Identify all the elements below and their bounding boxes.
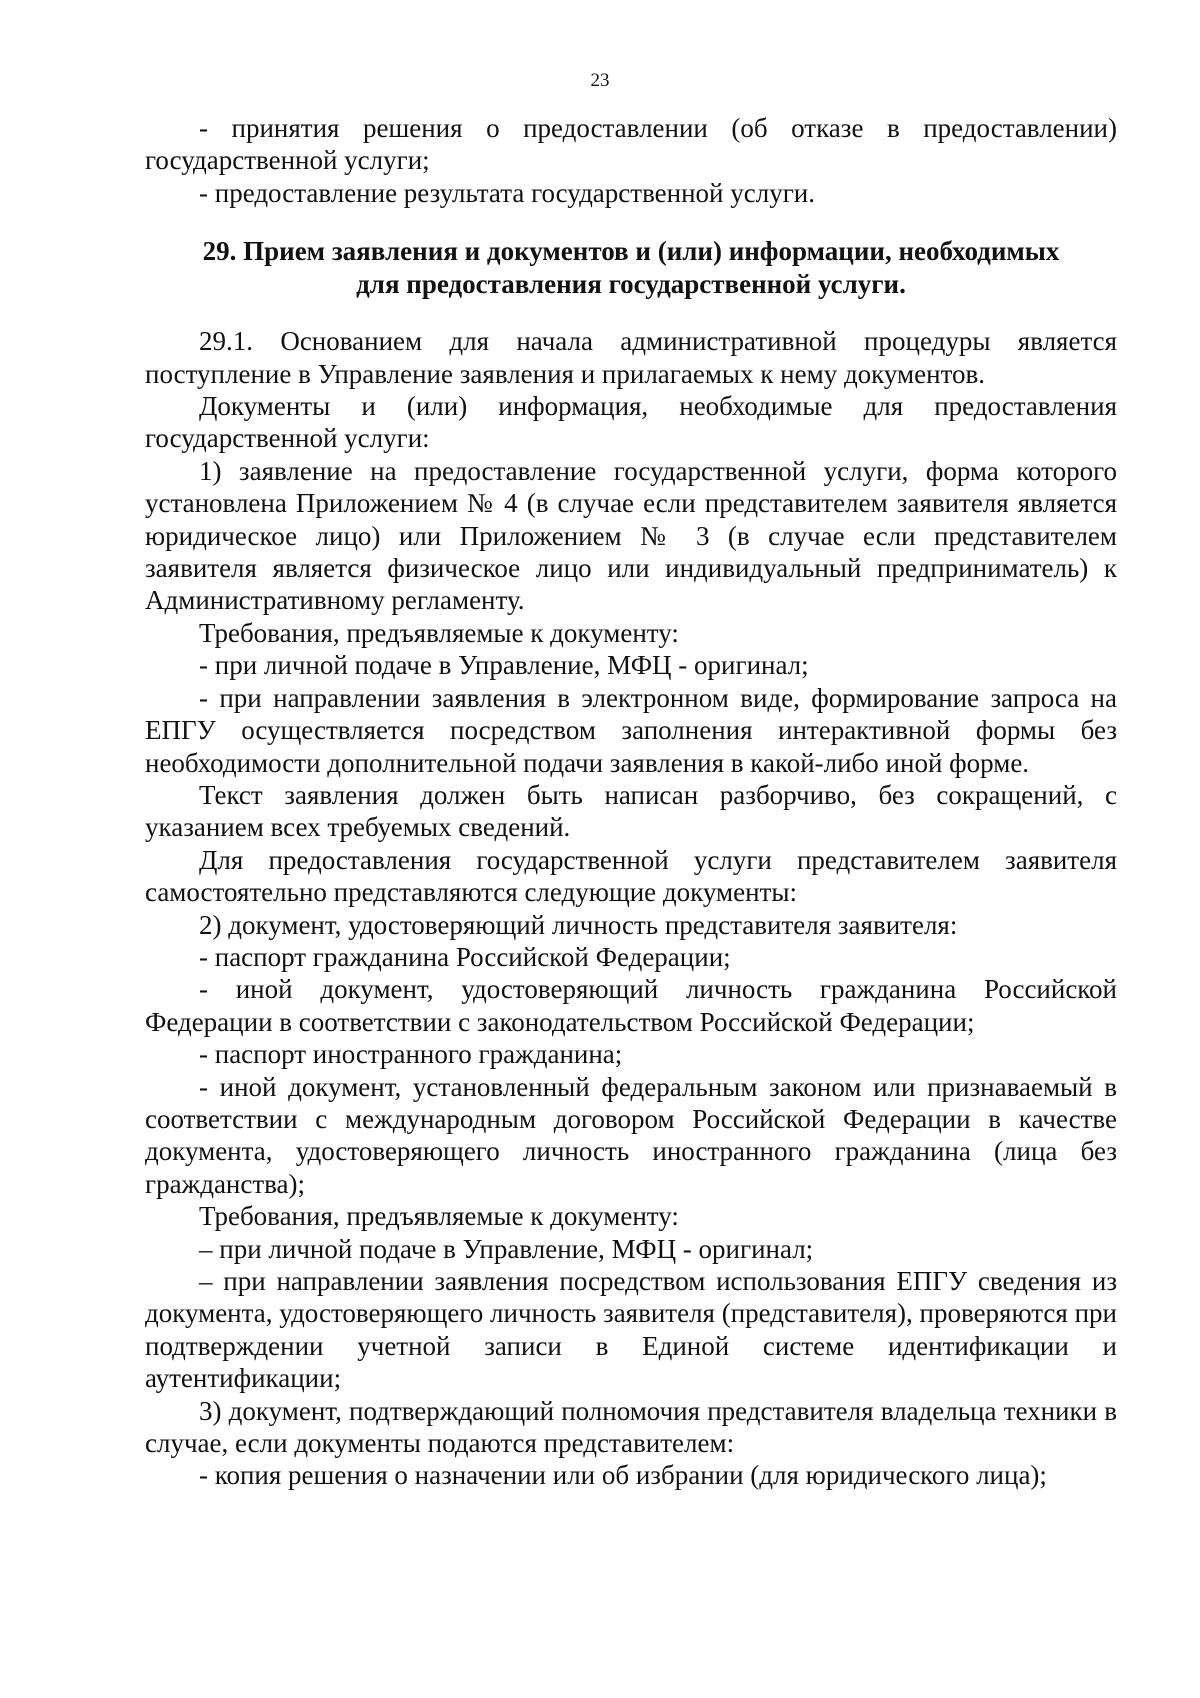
section-heading-line: 29. Прием заявления и документов и (или) информации, необходимых [202,236,1060,267]
paragraph: Требования, предъявляемые к документу: [199,617,679,648]
document-body [145,112,1117,1492]
paragraph: 1) заявление на предоставление государственной услуги, форма которого установлена Приложением № 4 (в случае если представителем заявителя является юридическое лицо) или Приложением № 3 (в случае если представителем заявителя является физическое лицо или индивидуальный предприниматель) к Административному регламенту. [145,455,1117,616]
paragraph: Текст заявления должен быть написан разборчиво, без сокращений, с указанием всех требуемых сведений. [145,779,1117,843]
section-heading [145,235,1117,301]
intro-paragraph: - предоставление результата государственной услуги. [199,177,815,208]
paragraph: Документы и (или) информация, необходимые для предоставления государственной услуги: [145,391,1117,454]
paragraph: – при направлении заявления посредством использования ЕПГУ сведения из документа, удостоверяющего личность заявителя (представителя), проверяются при подтверждении учетной записи в Единой системе идентификации и аутентификации; [145,1266,1117,1394]
section-heading-line: для предоставления государственной услуги. [356,269,906,300]
paragraph: Требования, предъявляемые к документу: [199,1201,679,1232]
paragraph: - при личной подаче в Управление, МФЦ - оригинал; [199,650,809,681]
paragraph: 3) документ, подтверждающий полномочия представителя владельца техники в случае, если документы подаются представителем: [145,1395,1117,1459]
paragraph: - паспорт иностранного гражданина; [199,1039,623,1070]
paragraph: Для предоставления государственной услуги представителем заявителя самостоятельно представляются следующие документы: [145,844,1117,908]
paragraph: - паспорт гражданина Российской Федерации; [199,941,731,972]
intro-paragraph: - принятия решения о предоставлении (об отказе в предоставлении) государственной услуги; [145,113,1117,176]
paragraph: 29.1. Основанием для начала административной процедуры является поступление в Управление заявления и прилагаемых к нему документов. [145,326,1117,389]
paragraph: - иной документ, удостоверяющий личность гражданина Российской Федерации в соответствии с законодательством Российской Федерации; [145,974,1117,1037]
paragraph: - копия решения о назначении или об избрании (для юридического лица); [199,1460,1047,1491]
page-number: 23 [590,70,610,91]
paragraph: 2) документ, удостоверяющий личность представителя заявителя: [199,909,958,940]
paragraph: - иной документ, установленный федеральным законом или признаваемый в соответствии с международным договором Российской Федерации в качестве документа, удостоверяющего личность иностранного гражданина (лица без гражданства); [145,1071,1117,1199]
paragraph: - при направлении заявления в электронном виде, формирование запроса на ЕПГУ осуществляется посредством заполнения интерактивной формы без необходимости дополнительной подачи заявления в какой-либо иной форме. [145,682,1117,778]
paragraph: – при личной подаче в Управление, МФЦ - оригинал; [199,1233,814,1264]
